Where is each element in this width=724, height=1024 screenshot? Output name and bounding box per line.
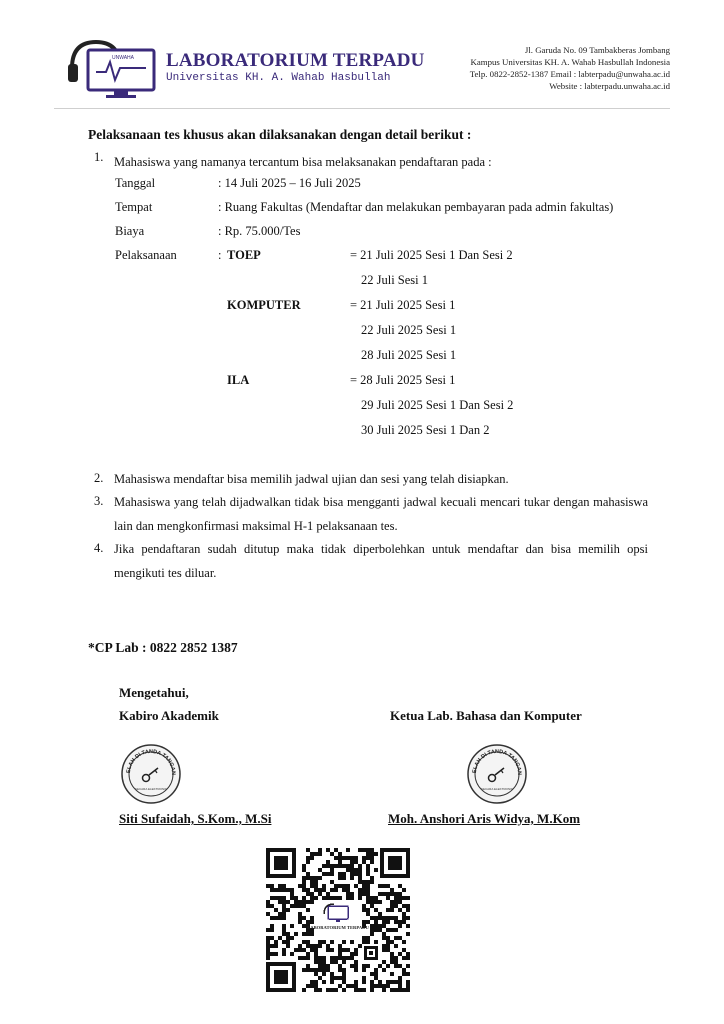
electronic-seal-icon — [466, 743, 528, 805]
schedule-date: 29 Juli 2025 Sesi 1 Dan Sesi 2 — [361, 398, 514, 412]
seal-text: ELAH DI TANDA TANGAN — [471, 748, 523, 776]
schedule-date: 30 Juli 2025 Sesi 1 Dan 2 — [361, 423, 490, 437]
detail-value: : Ruang Fakultas (Mendaftar dan melakukan pembayaran pada admin fakultas) — [218, 200, 614, 214]
logo-text: UNWAHA — [111, 55, 135, 61]
address-line: Website : labterpadu.unwaha.ac.id — [549, 81, 670, 91]
schedule-date: 22 Juli 2025 Sesi 1 — [361, 323, 457, 337]
list-number: 4. — [94, 541, 104, 555]
test-name: ILA — [227, 373, 250, 387]
list-number: 2. — [94, 471, 104, 485]
qr-label: LABORATORIUM TERPADU — [307, 925, 369, 930]
sig-left-line1: Mengetahui, — [119, 685, 189, 700]
sig-right-title: Ketua Lab. Bahasa dan Komputer — [390, 708, 582, 723]
detail-label: Biaya — [115, 224, 145, 238]
seal-subtext: SECARA ELEKTRONIK — [134, 787, 168, 791]
pelaksanaan-colon: : — [218, 248, 222, 262]
address-block — [350, 44, 670, 92]
detail-label: Tempat — [115, 200, 153, 214]
contact-person: *CP Lab : 0822 2852 1387 — [88, 640, 238, 655]
list-text: Mahasiswa mendaftar bisa memilih jadwal ujian dan sesi yang telah disiapkan. — [114, 472, 509, 486]
intro-heading: Pelaksanaan tes khusus akan dilaksanakan dengan detail berikut : — [88, 127, 472, 142]
schedule-date: 22 Juli Sesi 1 — [361, 273, 429, 287]
qr-code — [264, 846, 412, 994]
schedule-date: = 28 Juli 2025 Sesi 1 — [350, 373, 456, 387]
schedule-date: = 21 Juli 2025 Sesi 1 Dan Sesi 2 — [350, 248, 513, 262]
sig-right-name: Moh. Anshori Aris Widya, M.Kom — [388, 811, 581, 826]
pelaksanaan-label: Pelaksanaan — [115, 248, 177, 262]
detail-value: : Rp. 75.000/Tes — [218, 224, 301, 238]
list-number: 1. — [94, 150, 104, 164]
lab-logo-icon — [66, 38, 158, 100]
test-name: TOEP — [227, 248, 261, 262]
seal-subtext: SECARA ELEKTRONIK — [480, 787, 514, 791]
org-name: LABORATORIUM TERPADU — [166, 50, 425, 71]
schedule-date: = 21 Juli 2025 Sesi 1 — [350, 298, 456, 312]
seal-text: ELAH DI TANDA TANGAN — [125, 748, 177, 776]
list-text: Mahasiswa yang namanya tercantum bisa melaksanakan pendaftaran pada : — [114, 155, 492, 169]
detail-value: : 14 Juli 2025 – 16 Juli 2025 — [218, 176, 361, 190]
detail-label: Tanggal — [115, 176, 156, 190]
test-name: KOMPUTER — [227, 298, 301, 312]
qr-logo-icon — [328, 906, 348, 919]
address-line: Jl. Garuda No. 09 Tambakberas Jombang — [524, 45, 670, 55]
list-number: 3. — [94, 494, 104, 508]
schedule-date: 28 Juli 2025 Sesi 1 — [361, 348, 457, 362]
header-divider — [54, 108, 670, 109]
sig-left-title: Kabiro Akademik — [119, 708, 219, 723]
sig-left-name: Siti Sufaidah, S.Kom., M.Si — [119, 811, 272, 826]
address-line: Kampus Universitas KH. A. Wahab Hasbullah Indonesia — [470, 57, 670, 67]
list-text: Mahasiswa yang telah dijadwalkan tidak bisa mengganti jadwal kecuali mencari tukar dengan mahasiswa lain dan mengkonfirmasi maksimal H-1 pelaksanaan tes. — [114, 495, 648, 533]
list-text: Jika pendaftaran sudah ditutup maka tidak diperbolehkan untuk mendaftar dan bisa memilih opsi mengikuti tes diluar. — [114, 542, 648, 580]
org-subtitle: Universitas KH. A. Wahab Hasbullah — [166, 72, 391, 84]
electronic-seal-icon — [120, 743, 182, 805]
address-line: Telp. 0822-2852-1387 Email : labterpadu@unwaha.ac.id — [469, 69, 670, 79]
